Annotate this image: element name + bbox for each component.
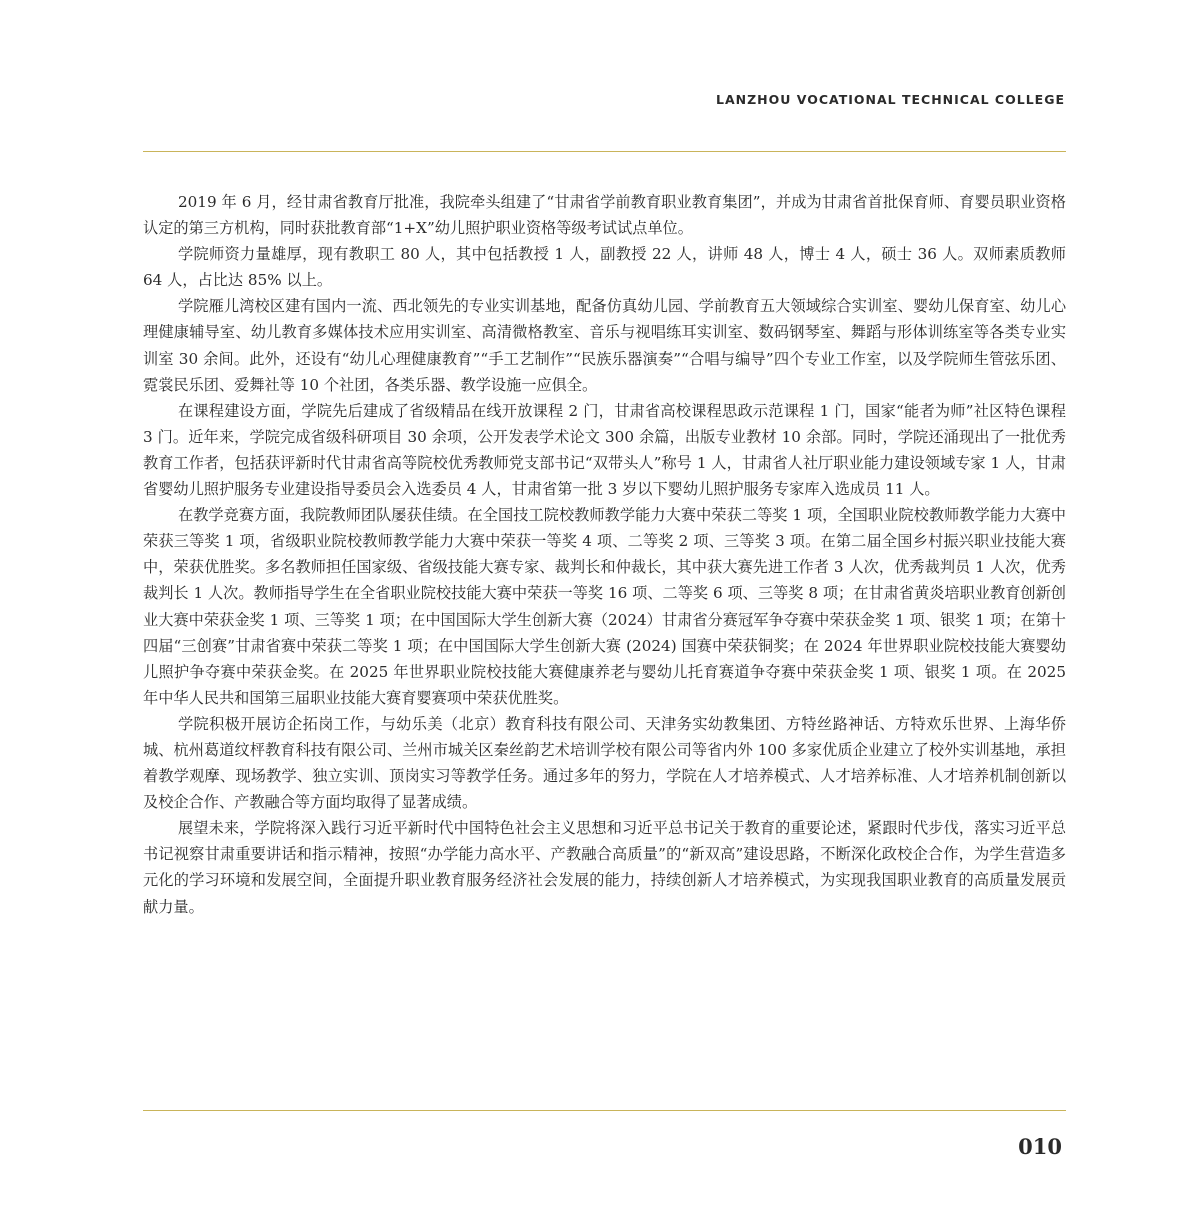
paragraph: 学院积极开展访企拓岗工作，与幼乐美（北京）教育科技有限公司、天津务实幼教集团、方特丝路神话、方特欢乐世界、上海华侨城、杭州葛道纹枰教育科技有限公司、兰州市城关区秦丝韵艺术培训学校有限公司等省内外 100 多家优质企业建立了校外实训基地，承担着教学观摩、现场教学、独立实训、顶岗实习等教学任务。通过多年的努力，学院在人才培养模式、人才培养标准、人才培养机制创新以及校企合作、产教融合等方面均取得了显著成绩。 — [143, 714, 1066, 812]
paragraph: 在课程建设方面，学院先后建成了省级精品在线开放课程 2 门，甘肃省高校课程思政示范课程 1 门，国家“能者为师”社区特色课程 3 门。近年来，学院完成省级科研项目 30 余项，公开发表学术论文 300 余篇，出版专业教材 10 余部。同时，学院还涌现出了一批优秀教育工作者，包括获评新时代甘肃省高等院校优秀教师党支部书记“双带头人”称号 1 人，甘肃省人社厅职业能力建设领域专家 1 人，甘肃省婴幼儿照护服务专业建设指导委员会入选委员 4 人，甘肃省第一批 3 岁以下婴幼儿照护服务专家库入选成员 11 人。 — [143, 401, 1066, 499]
paragraph: 2019 年 6 月，经甘肃省教育厅批准，我院牵头组建了“甘肃省学前教育职业教育集团”，并成为甘肃省首批保育师、育婴员职业资格认定的第三方机构，同时获批教育部“1+X”幼儿照护职业资格等级考试试点单位。 — [143, 193, 1066, 238]
paragraph: 在教学竞赛方面，我院教师团队屡获佳绩。在全国技工院校教师教学能力大赛中荣获二等奖 1 项，全国职业院校教师教学能力大赛中荣获三等奖 1 项，省级职业院校教师教学能力大赛中荣获一等奖 4 项、二等奖 2 项、三等奖 3 项。在第二届全国乡村振兴职业技能大赛中，荣获优胜奖。多名教师担任国家级、省级技能大赛专家、裁判长和仲裁长，其中获大赛先进工作者 3 人次，优秀裁判员 1 人次，优秀裁判长 1 人次。教师指导学生在全省职业院校技能大赛中荣获一等奖 16 项、二等奖 6 项、三等奖 8 项；在甘肃省黄炎培职业教育创新创业大赛中荣获金奖 1 项、三等奖 1 项；在中国国际大学生创新大赛（2024）甘肃省分赛冠军争夺赛中荣获金奖 1 项、银奖 1 项；在第十四届“三创赛”甘肃省赛中荣获二等奖 1 项；在中国国际大学生创新大赛 (2024) 国赛中荣获铜奖；在 2024 年世界职业院校技能大赛婴幼儿照护争夺赛中荣获金奖。在 2025 年世界职业院校技能大赛健康养老与婴幼儿托育赛道争夺赛中荣获金奖 1 项、银奖 1 项。在 2025 年中华人民共和国第三届职业技能大赛育婴赛项中荣获优胜奖。 — [143, 506, 1066, 707]
running-header: LANZHOU VOCATIONAL TECHNICAL COLLEGE — [715, 92, 1065, 107]
footer-rule — [143, 1110, 1066, 1111]
page-number: 010 — [1018, 1134, 1062, 1159]
paragraph: 学院师资力量雄厚，现有教职工 80 人，其中包括教授 1 人，副教授 22 人，讲师 48 人，博士 4 人，硕士 36 人。双师素质教师 64 人，占比达 85% 以上。 — [143, 245, 1066, 290]
body-text — [143, 189, 1066, 920]
paragraph: 学院雁儿湾校区建有国内一流、西北领先的专业实训基地，配备仿真幼儿园、学前教育五大领域综合实训室、婴幼儿保育室、幼儿心理健康辅导室、幼儿教育多媒体技术应用实训室、高清微格教室、音乐与视唱练耳实训室、数码钢琴室、舞蹈与形体训练室等各类专业实训室 30 余间。此外，还设有“幼儿心理健康教育”“手工艺制作”“民族乐器演奏”“合唱与编导”四个专业工作室，以及学院师生管弦乐团、霓裳民乐团、爱舞社等 10 个社团，各类乐器、教学设施一应俱全。 — [143, 297, 1066, 394]
header-rule — [143, 151, 1066, 152]
paragraph: 展望未来，学院将深入践行习近平新时代中国特色社会主义思想和习近平总书记关于教育的重要论述，紧跟时代步伐，落实习近平总书记视察甘肃重要讲话和指示精神，按照“办学能力高水平、产教融合高质量”的“新双高”建设思路，不断深化政校企合作，为学生营造多元化的学习环境和发展空间，全面提升职业教育服务经济社会发展的能力，持续创新人才培养模式，为实现我国职业教育的高质量发展贡献力量。 — [143, 819, 1066, 916]
